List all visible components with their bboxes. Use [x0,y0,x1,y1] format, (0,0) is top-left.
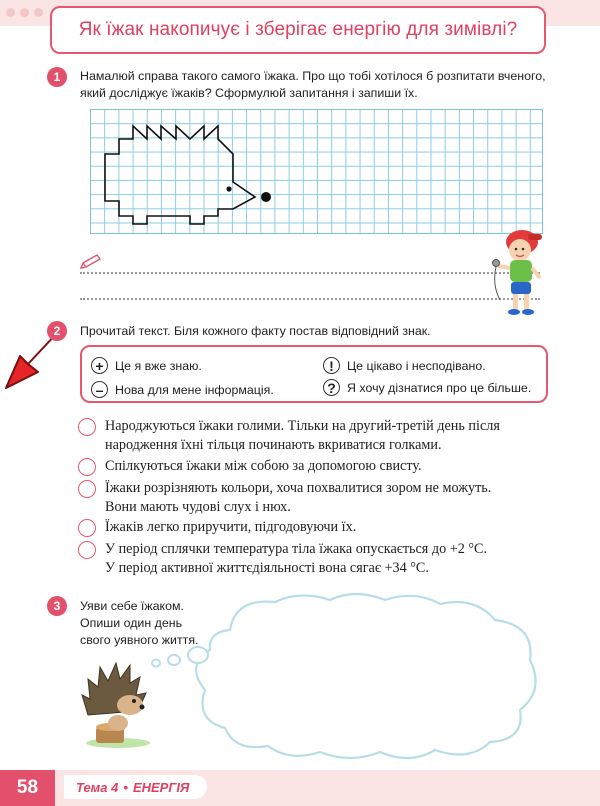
fact-4-mark-circle[interactable] [78,519,96,537]
hedgehog-nose [261,192,271,202]
answer-line-1[interactable] [80,272,540,274]
page-title: Як їжак накопичує і зберігає енергію для зимівлі? [78,19,518,40]
fact-item-2 [78,457,422,476]
fact-3-line2: Вони мають чудові слух і нюх. [105,499,291,515]
pencil-icon [79,254,103,270]
plus-icon: + [91,357,108,374]
legend-label-new: Нова для мене інформація. [115,382,274,397]
fact-1-mark-circle[interactable] [78,418,96,436]
minus-icon: – [91,381,108,398]
task-2-instruction: Прочитай текст. Біля кожного факту постав відповідний знак. [80,324,431,338]
fact-5-mark-circle[interactable] [78,541,96,559]
page-number: 58 [0,770,55,806]
task-1-badge: 1 [47,67,67,87]
task-3-line2: Опиши один день [80,616,183,630]
task-2-badge: 2 [47,321,67,341]
legend-item-want-more [323,379,531,396]
fact-4-line1: Їжаків легко приручити, підгодовуючи їх. [105,519,357,535]
question-icon: ? [323,379,340,396]
fact-3-line1: Їжаки розрізняють кольори, хоча похвалитися зором не можуть. [105,480,492,496]
exclamation-icon: ! [323,357,340,374]
decorative-dots [6,8,43,17]
topic-name: ЕНЕРГІЯ [132,779,190,795]
hedgehog-illustration [78,655,158,750]
legend-item-new [91,381,274,398]
legend-item-interesting [323,357,486,374]
fact-item-1 [78,417,500,455]
fact-1-line1: Народжуються їжаки голими. Тільки на другий-третій день після [105,418,500,434]
hedgehog-eye [226,186,231,191]
answer-line-2[interactable] [80,298,540,300]
fact-2-line1: Спілкуються їжаки між собою за допомогою свисту. [105,458,422,474]
thought-cloud-answer-area[interactable] [150,590,550,765]
legend-label-interesting: Це цікаво і несподівано. [347,358,486,373]
fact-2-mark-circle[interactable] [78,458,96,476]
task-3-badge: 3 [47,596,67,616]
legend-label-want-more: Я хочу дізнатися про це більше. [347,380,532,395]
topic-separator: • [123,779,128,795]
symbols-legend [80,345,548,403]
page-title-box [50,6,546,54]
fact-item-4 [78,518,356,537]
topic-label [64,775,207,799]
fact-1-line2: народження їхні тільця починають вкриватися голками. [105,437,442,453]
fact-item-3 [78,479,491,517]
legend-item-known [91,357,202,374]
fact-5-line2: У період активної життєдіяльності вона сягає +34 °C. [105,560,429,576]
fact-5-line1: У період сплячки температура тіла їжака опускається до +2 °C. [105,541,488,557]
topic-number: Тема 4 [76,779,119,795]
fact-item-5 [78,540,487,578]
fact-3-mark-circle[interactable] [78,480,96,498]
legend-label-known: Це я вже знаю. [115,358,202,373]
task-3-line3: свого уявного життя. [80,633,199,647]
hedgehog-outline-drawing [90,109,290,234]
task-1-instruction-line1: Намалюй справа такого самого їжака. Про що тобі хотілося б розпитати вченого, [80,69,546,83]
task-1-instruction-line2: який досліджує їжаків? Сформулюй запитання і запиши їх. [80,86,418,100]
task-3-line1: Уяви себе їжаком. [80,599,184,613]
task-1-instruction [80,68,546,102]
boy-with-microphone-illustration [490,220,555,320]
